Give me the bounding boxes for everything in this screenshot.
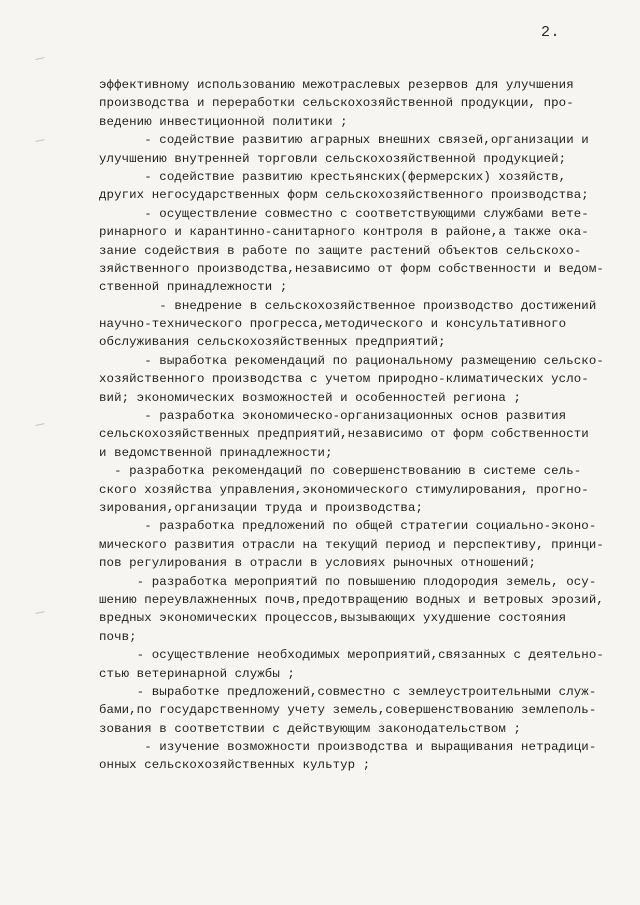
text-line: зяйственного производства,независимо от форм собственности и ведом- — [99, 261, 604, 276]
margin-mark — [35, 57, 45, 65]
text-line: - осуществление совместно с соответствующими службами вете- — [99, 206, 589, 221]
text-line: ского хозяйства управления,экономического стимулирования, прогно- — [99, 482, 589, 497]
text-line: - выработке предложений,совместно с землеустроительными служ- — [99, 684, 597, 699]
text-line: зования в соответствии с действующим законодательством ; — [99, 721, 521, 736]
text-line: хозяйственного производства с учетом природно-климатических усло- — [99, 372, 589, 387]
text-line: - разработка рекомендаций по совершенствованию в системе сель- — [99, 464, 582, 479]
text-line: научно-технического прогресса,методического и консультативного — [99, 317, 567, 332]
text-line: - осуществление необходимых мероприятий,связанных с деятельно- — [99, 648, 604, 663]
text-line: - изучение возможности производства и выращивания нетрадици- — [99, 740, 597, 755]
page-number: 2. — [541, 24, 561, 41]
text-line: улучшению внутренней торговли сельскохозяйственной продукцией; — [99, 151, 567, 166]
text-line: - внедрение в сельскохозяйственное производство достижений — [99, 298, 597, 313]
text-line: почв; — [99, 629, 137, 644]
text-line: ведению инвестиционной политики ; — [99, 114, 348, 129]
text-line: - разработка мероприятий по повышению плодородия земель, осу- — [99, 574, 597, 589]
margin-mark — [35, 423, 45, 431]
text-line: шению переувлажненных почв,предотвращению водных и ветровых эрозий, — [99, 592, 604, 607]
text-line: зирования,организации труда и производства; — [99, 500, 424, 515]
text-line: онных сельскохозяйственных культур ; — [99, 758, 371, 773]
text-line: стью ветеринарной службы ; — [99, 666, 295, 681]
text-line: - выработка рекомендаций по рациональному размещению сельско- — [99, 353, 604, 368]
text-line: бами,по государственному учету земель,совершенствованию землеполь- — [99, 703, 597, 718]
text-line: - содействие развитию крестьянских(фермерских) хозяйств, — [99, 169, 567, 184]
margin-mark — [35, 139, 45, 147]
text-line: вий; экономических возможностей и особенностей региона ; — [99, 390, 521, 405]
text-line: зание содействия в работе по защите растений объектов сельскохо- — [99, 243, 582, 258]
text-line: - разработка предложений по общей стратегии социально-эконо- — [99, 519, 597, 534]
text-line: других негосударственных форм сельскохозяйственного производства; — [99, 188, 589, 203]
document-text — [99, 76, 625, 775]
margin-mark — [35, 611, 45, 619]
text-line: сельскохозяйственных предприятий,независимо от форм собственности — [99, 427, 589, 442]
text-line: обслуживания сельскохозяйственных предприятий; — [99, 335, 446, 350]
text-line: и ведомственной принадлежности; — [99, 445, 333, 460]
text-line: - содействие развитию аграрных внешних связей,организации и — [99, 133, 589, 148]
text-line: вредных экономических процессов,вызывающих ухудшение состояния — [99, 611, 567, 626]
text-line: пов регулирования в отрасли в условиях рыночных отношений; — [99, 556, 537, 571]
text-line: производства и переработки сельскохозяйственной продукции, про- — [99, 96, 574, 111]
text-line: - разработка экономическо-организационных основ развития — [99, 409, 567, 424]
text-line: эффективному использованию межотраслевых резервов для улучшения — [99, 78, 574, 92]
text-line: ринарного и карантинно-санитарного контроля в районе,а также ока- — [99, 225, 589, 240]
text-line: мического развития отрасли на текущий период и перспективу, принци- — [99, 537, 604, 552]
text-line: ственной принадлежности ; — [99, 280, 288, 295]
